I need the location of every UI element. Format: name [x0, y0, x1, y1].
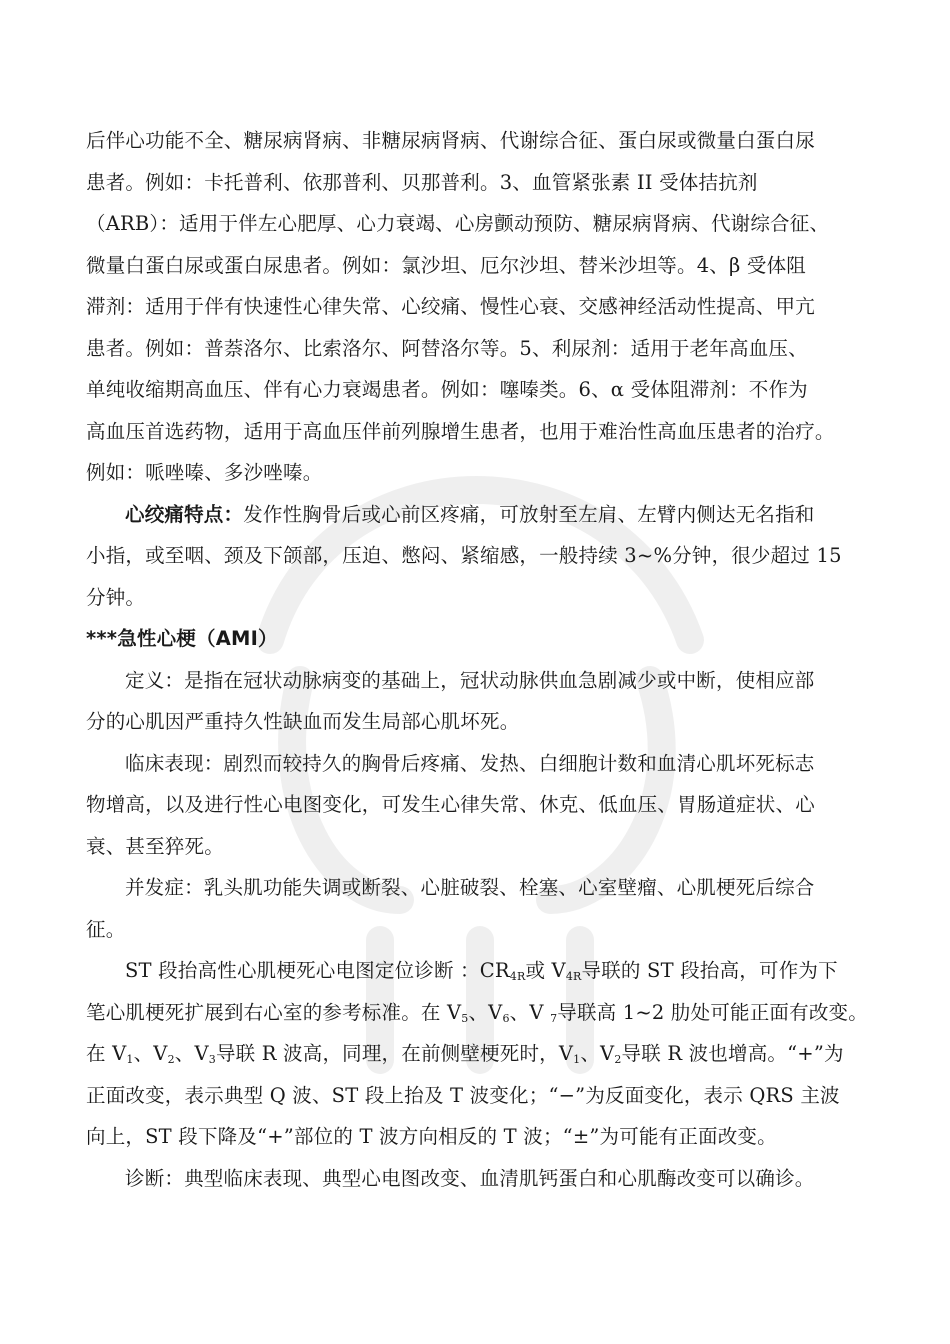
subscript: 4R	[509, 970, 526, 983]
subscript: 7	[550, 1011, 558, 1025]
text-span: 导联 R 波也增高。“+”为	[621, 1042, 844, 1065]
subscript: 2	[614, 1053, 622, 1066]
text-span: 在 V	[86, 1042, 127, 1065]
text-line: 征。	[86, 917, 126, 941]
subscript: 4R	[565, 970, 582, 983]
text-line: 滞剂：适用于伴有快速性心律失常、心绞痛、慢性心衰、交感神经活动性提高、甲亢	[86, 295, 815, 318]
paragraph-diagnosis: 诊断：典型临床表现、典型心电图改变、血清肌钙蛋白和心肌酶改变可以确诊。	[125, 1166, 815, 1190]
angina-text: 发作性胸骨后或心前区疼痛，可放射至左肩、左臂内侧达无名指和	[243, 502, 815, 526]
text-line: 后伴心功能不全、糖尿病肾病、非糖尿病肾病、代谢综合征、蛋白尿或微量白蛋白尿	[86, 129, 815, 152]
text-line	[86, 992, 886, 1034]
text-line	[86, 1033, 886, 1075]
text-line: 定义：是指在冠状动脉病变的基础上，冠状动脉供血急剧减少或中断，使相应部	[125, 668, 815, 692]
text-line: 单纯收缩期高血压、伴有心力衰竭患者。例如：噻嗪类。6、α 受体阻滞剂：不作为	[86, 378, 808, 401]
text-line: 正面改变，表示典型 Q 波、ST 段上抬及 T 波变化；“−”为反面变化，表示 QRS 主波	[86, 1083, 840, 1107]
text-span: 导联 R 波高，同理，在前侧壁梗死时，V	[215, 1042, 574, 1065]
text-span: 、V	[174, 1042, 209, 1065]
paragraph-definition	[86, 660, 886, 743]
paragraph-drug-list	[86, 120, 886, 494]
document-body	[86, 120, 886, 1199]
text-line: 并发症：乳头肌功能失调或断裂、心脏破裂、栓塞、心室壁瘤、心肌梗死后综合	[125, 876, 815, 899]
text-span: 、V	[468, 1000, 503, 1024]
paragraph-clinical	[86, 743, 886, 868]
text-span: 、V	[509, 1000, 551, 1024]
text-line: 例如：哌唑嗪、多沙唑嗪。	[86, 461, 323, 484]
subscript: 1	[126, 1053, 134, 1066]
text-span: 、V	[580, 1042, 615, 1065]
text-line	[86, 950, 886, 992]
subscript: 3	[208, 1053, 216, 1066]
text-line: 患者。例如：卡托普利、依那普利、贝那普利。3、血管紧张素 II 受体拮抗剂	[86, 170, 758, 194]
text-line: 微量白蛋白尿或蛋白尿患者。例如：氯沙坦、厄尔沙坦、替米沙坦等。4、β 受体阻	[86, 253, 806, 277]
subscript: 2	[167, 1053, 175, 1066]
paragraph-angina	[86, 494, 886, 619]
text-span: 、V	[133, 1042, 168, 1065]
text-span: ST 段抬高性心肌梗死心电图定位诊断 ：CR	[125, 959, 510, 982]
text-line: 患者。例如：普萘洛尔、比索洛尔、阿替洛尔等。5、利尿剂：适用于老年高血压、	[86, 336, 808, 360]
text-span: 导联的 ST 段抬高，可作为下	[581, 959, 838, 982]
text-line: 小指，或至咽、颈及下颌部，压迫、憋闷、紧缩感，一般持续 3~%分钟，很少超过 15	[86, 544, 842, 567]
paragraph-st-elevation	[86, 950, 886, 1158]
text-line: 物增高，以及进行性心电图变化，可发生心律失常、休克、低血压、胃肠道症状、心	[86, 793, 815, 816]
subscript: 5	[461, 1011, 469, 1025]
text-line: 向上，ST 段下降及“+”部位的 T 波方向相反的 T 波；“±”为可能有正面改变。	[86, 1125, 777, 1148]
text-line: 分钟。	[86, 585, 146, 609]
subscript: 6	[502, 1011, 510, 1025]
text-line: 高血压首选药物，适用于高血压伴前列腺增生患者，也用于难治性高血压患者的治疗。	[86, 419, 835, 443]
subscript: 1	[573, 1053, 581, 1066]
text-line: 临床表现：剧烈而较持久的胸骨后疼痛、发热、白细胞计数和血清心肌坏死标志	[125, 751, 815, 775]
text-line: 衰、甚至猝死。	[86, 834, 224, 858]
text-line	[86, 494, 886, 536]
text-line: 分的心肌因严重持久性缺血而发生局部心肌坏死。	[86, 710, 520, 733]
section-heading: ***急性心梗（AMI）	[86, 627, 278, 650]
text-span: 导联高 1~2 肋处可能正面有改变。	[557, 1000, 868, 1024]
text-line: （ARB）：适用于伴左心肥厚、心力衰竭、心房颤动预防、糖尿病肾病、代谢综合征、	[86, 212, 830, 235]
angina-label: 心绞痛特点：	[125, 502, 244, 526]
text-span: 笔心肌梗死扩展到右心室的参考标准。在 V	[86, 1000, 462, 1024]
text-span: 或 V	[525, 959, 566, 982]
paragraph-complications	[86, 867, 886, 950]
